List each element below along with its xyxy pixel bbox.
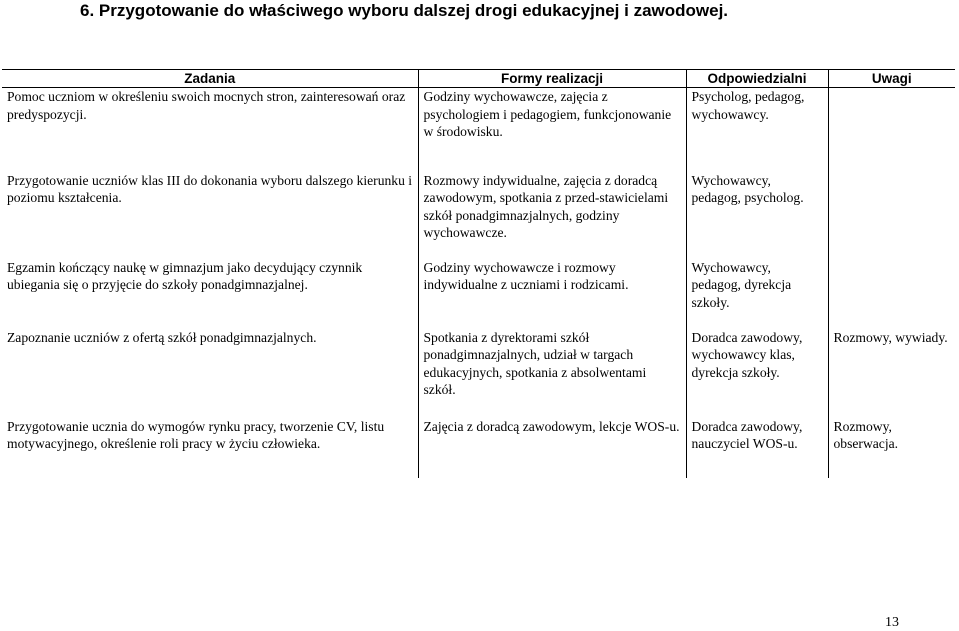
notes-cell — [828, 259, 955, 329]
notes-cell: Rozmowy, wywiady. — [828, 329, 955, 418]
page-number: 13 — [885, 615, 899, 630]
responsible-cell: Wychowawcy, pedagog, psycholog. — [686, 172, 828, 259]
header-odpowiedzialni: Odpowiedzialni — [686, 70, 828, 88]
task-cell: Zapoznanie uczniów z ofertą szkół ponadgimnazjalnych. — [7, 329, 317, 345]
header-uwagi: Uwagi — [828, 70, 955, 88]
notes-cell: Rozmowy, obserwacja. — [828, 418, 955, 478]
task-cell: Egzamin kończący naukę w gimnazjum jako decydujący czynnik ubiegania się o przyjęcie do szkoły ponadgimnazjalnej. — [7, 259, 363, 293]
table-row — [2, 418, 955, 478]
header-formy-realizacji: Formy realizacji — [418, 70, 686, 88]
table-row — [2, 172, 955, 259]
notes-cell — [828, 172, 955, 259]
task-cell: Przygotowanie ucznia do wymogów rynku pracy, tworzenie CV, listu motywacyjnego, określenie roli pracy w życiu człowieka. — [7, 418, 385, 452]
form-cell: Zajęcia z doradcą zawodowym, lekcje WOS-u. — [418, 418, 686, 478]
education-plan-table — [2, 69, 955, 478]
responsible-cell: Doradca zawodowy, wychowawcy klas, dyrekcja szkoły. — [686, 329, 828, 418]
table-row — [2, 259, 955, 329]
table-row — [2, 88, 955, 172]
responsible-cell: Doradca zawodowy, nauczyciel WOS-u. — [686, 418, 828, 478]
responsible-cell: Psycholog, pedagog, wychowawcy. — [686, 88, 828, 172]
form-cell: Godziny wychowawcze, zajęcia z psychologiem i pedagogiem, funkcjonowanie w środowisku. — [418, 88, 686, 172]
responsible-cell: Wychowawcy, pedagog, dyrekcja szkoły. — [686, 259, 828, 329]
header-zadania: Zadania — [2, 70, 418, 88]
notes-cell — [828, 88, 955, 172]
table-header-row — [2, 70, 955, 88]
table-row — [2, 329, 955, 418]
form-cell: Rozmowy indywidualne, zajęcia z doradcą zawodowym, spotkania z przed-stawicielami szkół ponadgimnazjalnych, godziny wychowawcze. — [418, 172, 686, 259]
form-cell: Spotkania z dyrektorami szkół ponadgimnazjalnych, udział w targach edukacyjnych, spotkania z absolwentami szkół. — [418, 329, 686, 418]
section-title: 6. Przygotowanie do właściwego wyboru dalszej drogi edukacyjnej i zawodowej. — [80, 1, 729, 20]
task-cell: Przygotowanie uczniów klas III do dokonania wyboru dalszego kierunku i poziomu kształcenia. — [7, 172, 413, 206]
form-cell: Godziny wychowawcze i rozmowy indywidualne z uczniami i rodzicami. — [418, 259, 686, 329]
task-cell: Pomoc uczniom w określeniu swoich mocnych stron, zainteresowań oraz predyspozycji. — [7, 89, 406, 122]
